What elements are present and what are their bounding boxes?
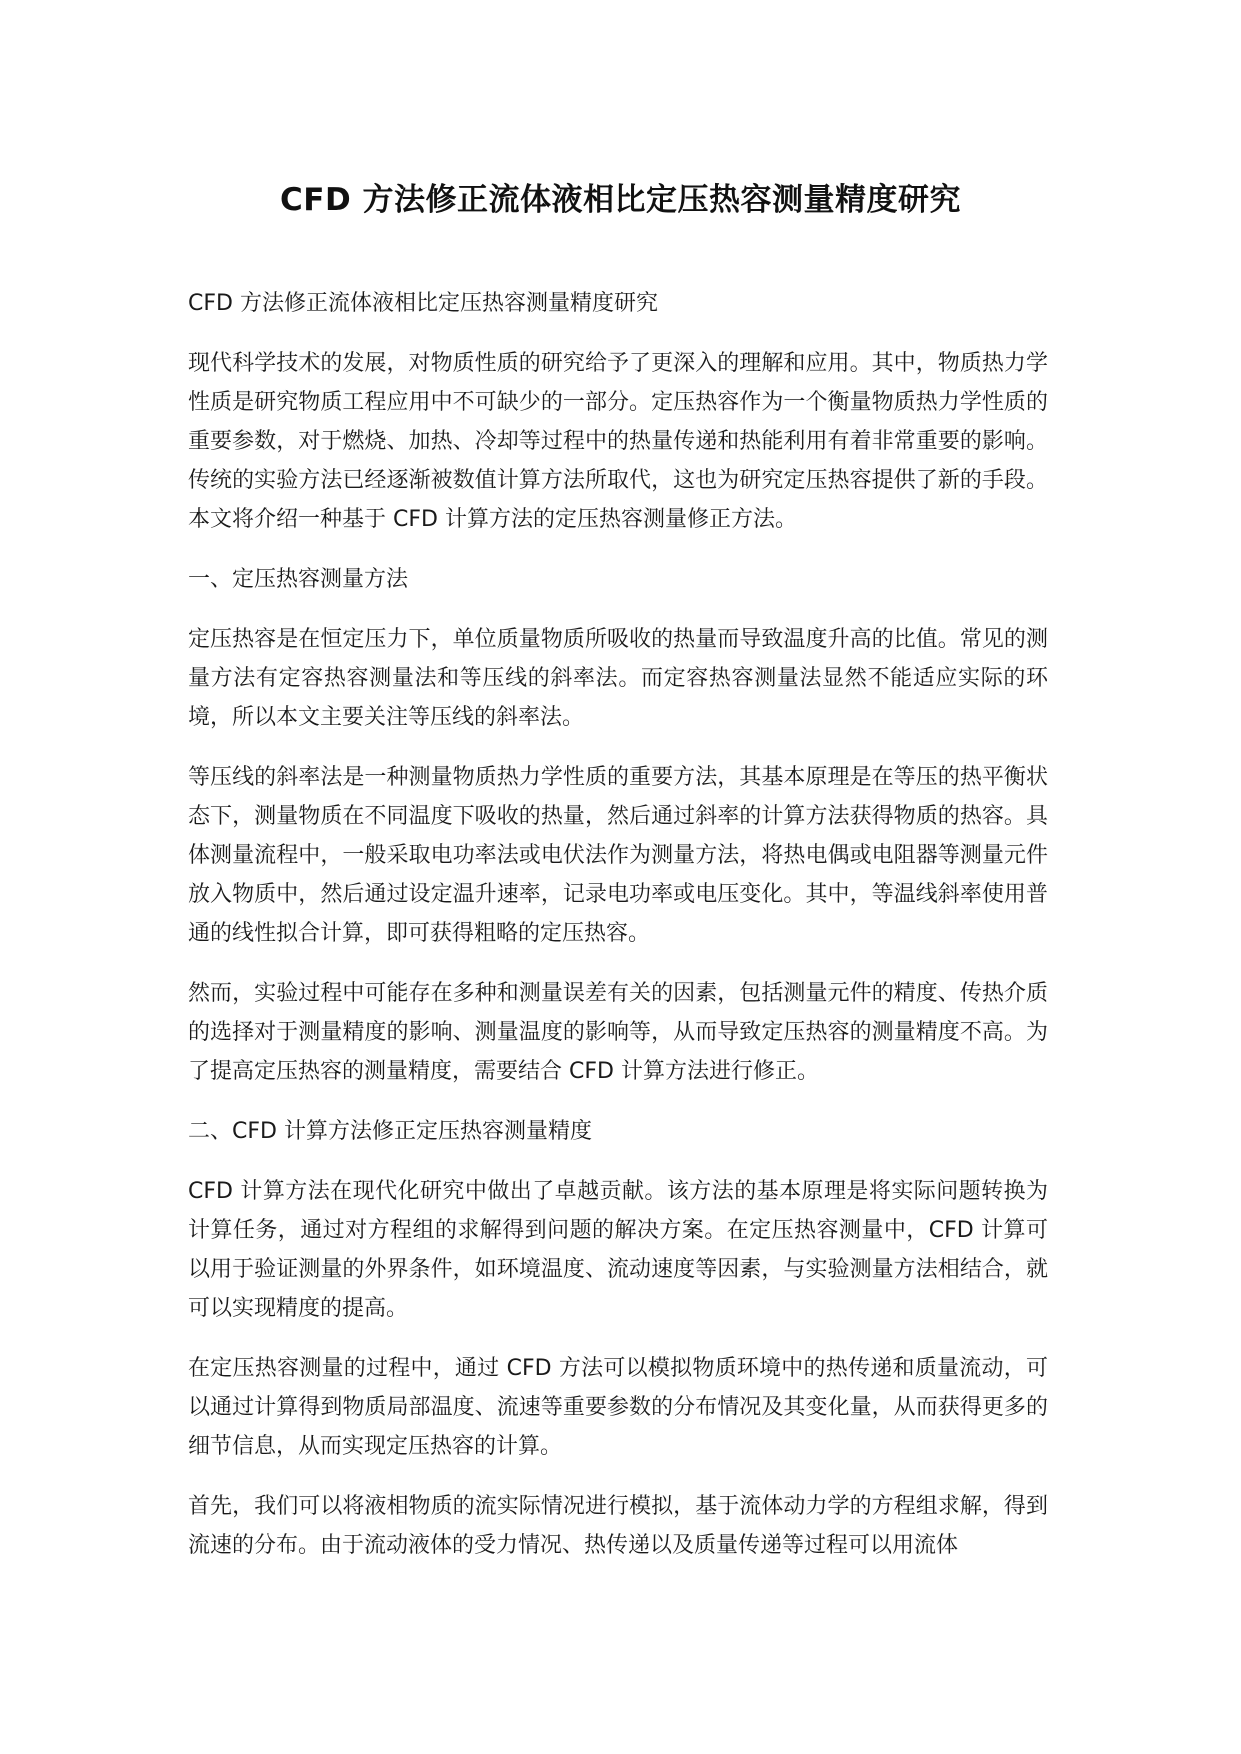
paragraph-error-factors: 然而，实验过程中可能存在多种和测量误差有关的因素，包括测量元件的精度、传热介质的选择对于测量精度的影响、测量温度的影响等，从而导致定压热容的测量精度不高。为了提高定压热容的测量精度，需要结合 CFD 计算方法进行修正。 [188, 981, 1048, 1084]
paragraph-isobar-method: 等压线的斜率法是一种测量物质热力学性质的重要方法，其基本原理是在等压的热平衡状态下，测量物质在不同温度下吸收的热量，然后通过斜率的计算方法获得物质的热容。具体测量流程中，一般采取电功率法或电伏法作为测量方法，将热电偶或电阻器等测量元件放入物质中，然后通过设定温升速率，记录电功率或电压变化。其中，等温线斜率使用普通的线性拟合计算，即可获得粗略的定压热容。 [188, 765, 1048, 946]
document-body [188, 284, 1048, 1586]
paragraph-cfd-simulation: 在定压热容测量的过程中，通过 CFD 方法可以模拟物质环境中的热传递和质量流动，可以通过计算得到物质局部温度、流速等重要参数的分布情况及其变化量，从而获得更多的细节信息，从而实现定压热容的计算。 [188, 1356, 1048, 1459]
section-heading-2: 二、CFD 计算方法修正定压热容测量精度 [188, 1119, 592, 1144]
section-heading-1: 一、定压热容测量方法 [188, 567, 409, 592]
paragraph-definition: 定压热容是在恒定压力下，单位质量物质所吸收的热量而导致温度升高的比值。常见的测量方法有定容热容测量法和等压线的斜率法。而定容热容测量法显然不能适应实际的环境，所以本文主要关注等压线的斜率法。 [188, 627, 1048, 730]
document-title: CFD 方法修正流体液相比定压热容测量精度研究 [280, 182, 961, 218]
paragraph-subtitle: CFD 方法修正流体液相比定压热容测量精度研究 [188, 291, 658, 316]
paragraph-cfd-principle: CFD 计算方法在现代化研究中做出了卓越贡献。该方法的基本原理是将实际问题转换为计算任务，通过对方程组的求解得到问题的解决方案。在定压热容测量中，CFD 计算可以用于验证测量的外界条件，如环境温度、流动速度等因素，与实验测量方法相结合，就可以实现精度的提高。 [188, 1179, 1048, 1321]
paragraph-first-step: 首先，我们可以将液相物质的流实际情况进行模拟，基于流体动力学的方程组求解，得到流速的分布。由于流动液体的受力情况、热传递以及质量传递等过程可以用流体 [188, 1494, 1048, 1558]
paragraph-intro: 现代科学技术的发展，对物质性质的研究给予了更深入的理解和应用。其中，物质热力学性质是研究物质工程应用中不可缺少的一部分。定压热容作为一个衡量物质热力学性质的重要参数，对于燃烧、加热、冷却等过程中的热量传递和热能利用有着非常重要的影响。传统的实验方法已经逐渐被数值计算方法所取代，这也为研究定压热容提供了新的手段。本文将介绍一种基于 CFD 计算方法的定压热容测量修正方法。 [188, 351, 1048, 532]
